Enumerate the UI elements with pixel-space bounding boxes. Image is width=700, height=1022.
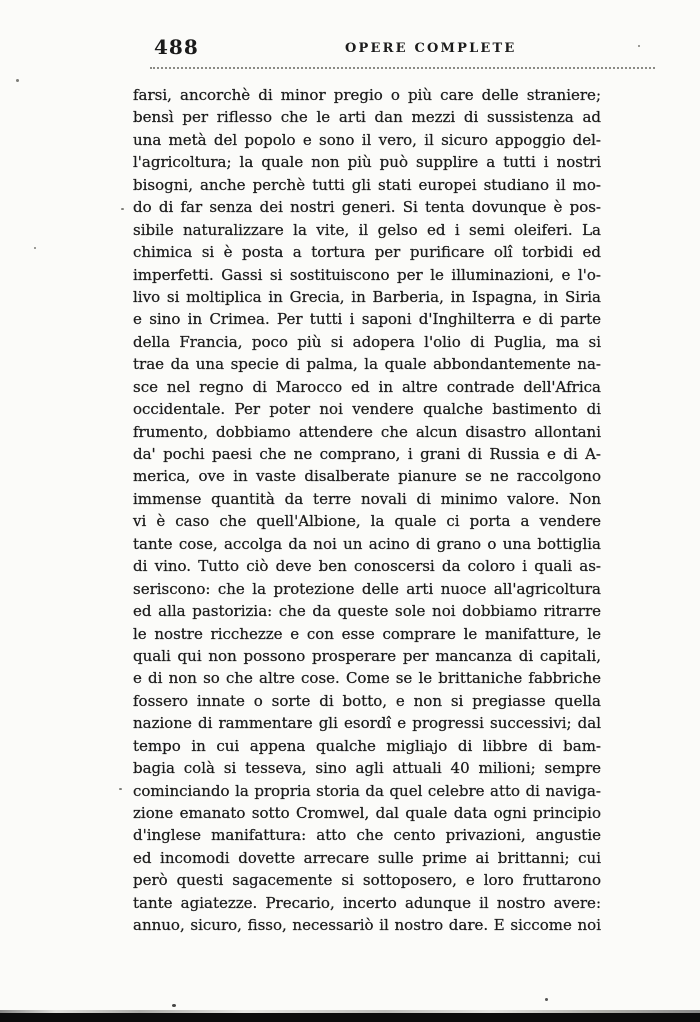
scan-speck [545,998,548,1001]
text-line: cominciando la propria storia da quel celebre atto di naviga- [133,781,601,800]
text-line: seriscono: che la protezione delle arti nuoce all'agricoltura [133,579,601,598]
text-line: annuo, sicuro, fisso, necessariò il nostro dare. E siccome noi [133,916,601,935]
text-line: do di far senza dei nostri generi. Si tenta dovunque è pos- [133,198,601,217]
scan-speck [16,79,19,82]
scan-speck [638,45,640,47]
scan-edge-bottom [0,1013,700,1022]
text-line: zione emanato sotto Cromwel, dal quale data ogni principio [133,804,601,822]
text-line: trae da una specie di palma, la quale abbondantemente na- [133,355,601,374]
scan-speck [121,208,124,210]
text-line: tante agiatezze. Precario, incerto adunque il nostro avere: [133,893,601,912]
scan-speck [172,1004,176,1007]
text-line: imperfetti. Gassi si sostituiscono per le illuminazioni, e l'o- [133,265,601,284]
text-line: e di non so che altre cose. Come se le brittaniche fabbriche [133,669,601,688]
scan-speck [119,788,122,790]
running-title: OPERE COMPLETE [345,41,517,56]
text-line: una metà del popolo e sono il vero, il sicuro appoggio del- [133,130,601,149]
text-line: di vino. Tutto ciò deve ben conoscersi da coloro i quali as- [133,557,601,576]
scan-speck [34,247,36,249]
text-line: ed incomodi dovette arrecare sulle prime ai brittanni; cui [133,848,601,867]
text-line: occidentale. Per poter noi vendere qualche bastimento di [133,400,601,419]
text-line: bensì per riflesso che le arti dan mezzi di sussistenza ad [133,108,601,127]
text-line: le nostre ricchezze e con esse comprare le manifatture, le [133,624,601,643]
text-line: vi è caso che quell'Albione, la quale ci porta a vendere [133,512,601,531]
text-line: immense quantità da terre novali di minimo valore. Non [133,489,601,508]
text-line: livo si moltiplica in Grecia, in Barberia, in Ispagna, in Siria [133,287,601,306]
text-line: l'agricoltura; la quale non più può supplire a tutti i nostri [133,153,601,172]
text-line: e sino in Crimea. Per tutti i saponi d'Inghilterra e di parte [133,310,601,329]
text-line: nazione di rammentare gli esordî e progressi successivi; dal [133,714,601,733]
text-line: quali qui non possono prosperare per mancanza di capitali, [133,646,601,665]
text-line: fossero innate o sorte di botto, e non si pregiasse quella [133,691,601,710]
text-line: bisogni, anche perchè tutti gli stati europei studiano il mo- [133,175,601,194]
text-line: d'inglese manifattura: atto che cento privazioni, angustie [133,826,601,845]
text-line: bagia colà si tesseva, sino agli attuali 40 milioni; sempre [133,759,601,778]
text-line: della Francia, poco più si adopera l'olio di Puglia, ma si [133,332,601,351]
body-text [133,84,601,937]
text-line: chimica si è posta a tortura per purificare olî torbidi ed [133,243,601,262]
text-line: da' pochi paesi che ne comprano, i grani di Russia e di A- [133,445,601,463]
text-line: sibile naturalizzare la vite, il gelso ed i semi oleiferi. La [133,220,601,239]
page-number: 488 [154,35,199,59]
dotted-rule [150,67,655,69]
text-line: frumento, dobbiamo attendere che alcun disastro allontani [133,422,601,441]
text-line: farsi, ancorchè di minor pregio o più care delle straniere; [133,86,601,104]
text-line: ed alla pastorizia: che da queste sole noi dobbiamo ritrarre [133,602,601,621]
text-line: tempo in cui appena qualche migliajo di libbre di bam- [133,736,601,755]
text-line: tante cose, accolga da noi un acino di grano o una bottiglia [133,534,601,553]
text-line: però questi sagacemente si sottoposero, e loro fruttarono [133,871,601,890]
text-line: merica, ove in vaste disalberate pianure se ne raccolgono [133,467,601,486]
text-line: sce nel regno di Marocco ed in altre contrade dell'Africa [133,377,601,396]
